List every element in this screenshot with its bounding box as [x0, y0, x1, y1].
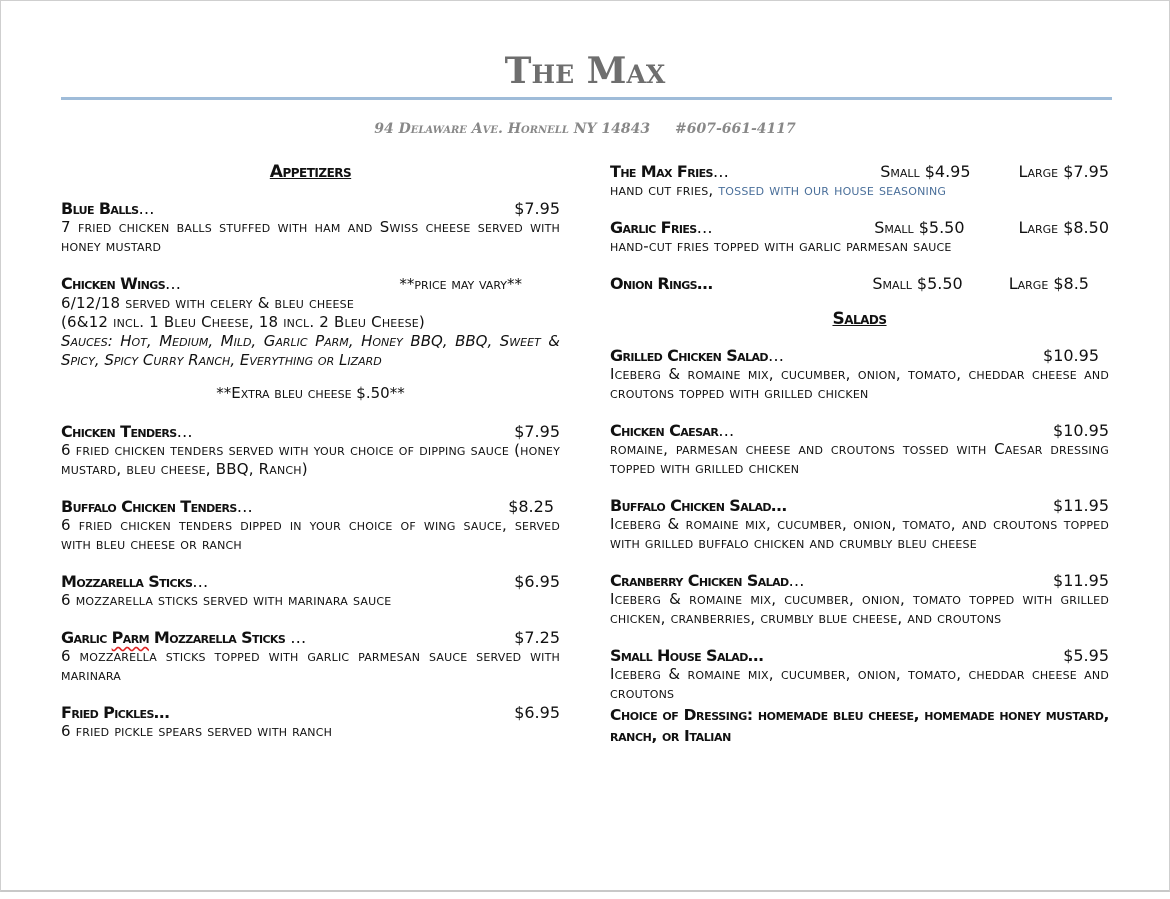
phone: #607-661-4117 — [675, 121, 796, 137]
price-large: Large $8.50 — [1018, 218, 1109, 237]
restaurant-title: The Max — [504, 50, 666, 92]
item-dots: … — [718, 421, 735, 440]
menu-item-buffalo-tenders — [61, 497, 560, 554]
item-name: Chicken Wings — [61, 274, 166, 293]
item-description: hand-cut fries topped with garlic parmesan sauce — [610, 237, 952, 255]
menu-item-chicken-tenders — [61, 422, 560, 479]
item-name: The Max Fries — [610, 162, 713, 181]
item-price: $7.95 — [514, 422, 560, 441]
item-name: Buffalo Chicken Salad… — [610, 496, 787, 515]
item-name — [61, 628, 285, 647]
price-large: Large $7.95 — [1018, 162, 1109, 181]
item-dots: … — [767, 346, 784, 365]
spellcheck-word: Parm — [111, 628, 149, 647]
item-description-incl: (6&12 incl. 1 Bleu Cheese, 18 incl. 2 Bleu Cheese) — [61, 313, 425, 331]
salads-heading: Salads — [832, 309, 887, 329]
item-description: 6 mozzarella sticks topped with garlic parmesan sauce served with marinara — [61, 647, 560, 684]
item-description: 7 fried chicken balls stuffed with ham and Swiss cheese served with honey mustard — [61, 218, 560, 255]
item-price: $11.95 — [1053, 496, 1109, 515]
item-description: 6/12/18 served with celery & bleu cheese — [61, 294, 354, 312]
menu-item-fried-pickles — [61, 703, 560, 741]
item-name: Garlic Fries — [610, 218, 697, 237]
price-note: **price may vary** — [399, 275, 522, 293]
item-description: 6 fried pickle spears served with ranch — [61, 722, 333, 740]
item-description: Iceberg & romaine mix, cucumber, onion, tomato, cheddar cheese and croutons — [610, 665, 1109, 702]
menu-item-garlic-fries — [610, 218, 1109, 256]
item-name-part: Garlic — [61, 628, 112, 647]
item-price: $10.95 — [1053, 421, 1109, 440]
menu-item-buffalo-chicken-salad — [610, 496, 1109, 553]
item-name: Cranberry Chicken Salad — [610, 571, 789, 590]
price-small: Small $4.95 — [880, 162, 971, 181]
menu-item-grilled-chicken-salad — [610, 346, 1109, 403]
item-price: $11.95 — [1053, 571, 1109, 590]
wing-sauces: Sauces: Hot, Medium, Mild, Garlic Parm, Honey BBQ, BBQ, Sweet & Spicy, Spicy Curry Ranch, Everything or Lizard — [61, 332, 560, 369]
item-dots: … — [788, 571, 805, 590]
address: 94 Delaware Ave. Hornell NY 14843 — [374, 121, 651, 137]
item-price: $6.95 — [514, 572, 560, 591]
item-price: $5.95 — [1063, 646, 1109, 665]
price-small: Small $5.50 — [872, 274, 963, 293]
extra-bleu-note: **Extra bleu cheese $.50** — [216, 384, 405, 402]
item-price: $8.25 — [508, 497, 554, 516]
item-description: Iceberg & romaine mix, cucumber, onion, tomato, cheddar cheese and croutons topped with grilled chicken — [610, 365, 1109, 402]
menu-item-small-house-salad — [610, 646, 1109, 703]
menu-item-max-fries — [610, 162, 1109, 200]
menu-item-chicken-caesar — [610, 421, 1109, 478]
item-name: Onion Rings… — [610, 274, 713, 293]
item-name: Chicken Caesar — [610, 421, 719, 440]
item-dots: … — [696, 218, 713, 237]
item-description: Iceberg & romaine mix, cucumber, onion, tomato topped with grilled chicken, cranberries, crumbly blue cheese, and croutons — [610, 590, 1109, 627]
title-divider — [61, 97, 1112, 100]
item-dots: … — [176, 422, 193, 441]
item-dots: … — [138, 199, 155, 218]
menu-item-cranberry-chicken-salad — [610, 571, 1109, 628]
item-name: Buffalo Chicken Tenders — [61, 497, 237, 516]
menu-item-garlic-parm-mozzarella — [61, 628, 560, 685]
item-dots: … — [285, 628, 307, 647]
menu-item-onion-rings — [610, 274, 1109, 293]
appetizers-column — [61, 162, 560, 759]
price-large: Large $8.5 — [1008, 274, 1089, 293]
item-description — [610, 181, 1109, 200]
item-description: Iceberg & romaine mix, cucumber, onion, tomato, and croutons topped with grilled buffalo chicken and crumbly bleu cheese — [610, 515, 1109, 552]
item-description: 6 fried chicken tenders dipped in your choice of wing sauce, served with bleu cheese or ranch — [61, 516, 560, 553]
item-dots: … — [165, 274, 182, 293]
item-name: Mozzarella Sticks — [61, 572, 193, 591]
menu-item-mozzarella-sticks — [61, 572, 560, 610]
address-line — [0, 121, 1170, 137]
dressing-choices: Choice of Dressing: homemade bleu cheese, homemade honey mustard, ranch, or Italian — [610, 706, 1109, 745]
desc-part: hand cut fries, — [610, 181, 719, 199]
desc-highlight: tossed with our house seasoning — [718, 181, 947, 199]
item-dots: … — [712, 162, 729, 181]
item-name: Grilled Chicken Salad — [610, 346, 768, 365]
sides-salads-column — [610, 162, 1109, 747]
item-price: $7.25 — [514, 628, 560, 647]
item-name: Small House Salad… — [610, 646, 764, 665]
item-price: $10.95 — [1043, 346, 1099, 365]
item-name: Chicken Tenders — [61, 422, 177, 441]
menu-item-blue-balls — [61, 199, 560, 256]
price-small: Small $5.50 — [874, 218, 965, 237]
item-dots: … — [192, 572, 209, 591]
item-name: Blue Balls — [61, 199, 139, 218]
menu-item-chicken-wings — [61, 274, 560, 370]
item-description: 6 fried chicken tenders served with your choice of dipping sauce (honey mustard, bleu cheese, BBQ, Ranch) — [61, 441, 560, 478]
item-price: $7.95 — [514, 199, 560, 218]
item-name: Fried Pickles… — [61, 703, 170, 722]
item-dots: … — [236, 497, 253, 516]
item-description: romaine, parmesan cheese and croutons tossed with Caesar dressing topped with grilled chicken — [610, 440, 1109, 477]
item-description: 6 mozzarella sticks served with marinara sauce — [61, 591, 392, 609]
item-price: $6.95 — [514, 703, 560, 722]
item-name-part: Mozzarella Sticks — [148, 628, 286, 647]
appetizers-heading: Appetizers — [269, 162, 352, 182]
